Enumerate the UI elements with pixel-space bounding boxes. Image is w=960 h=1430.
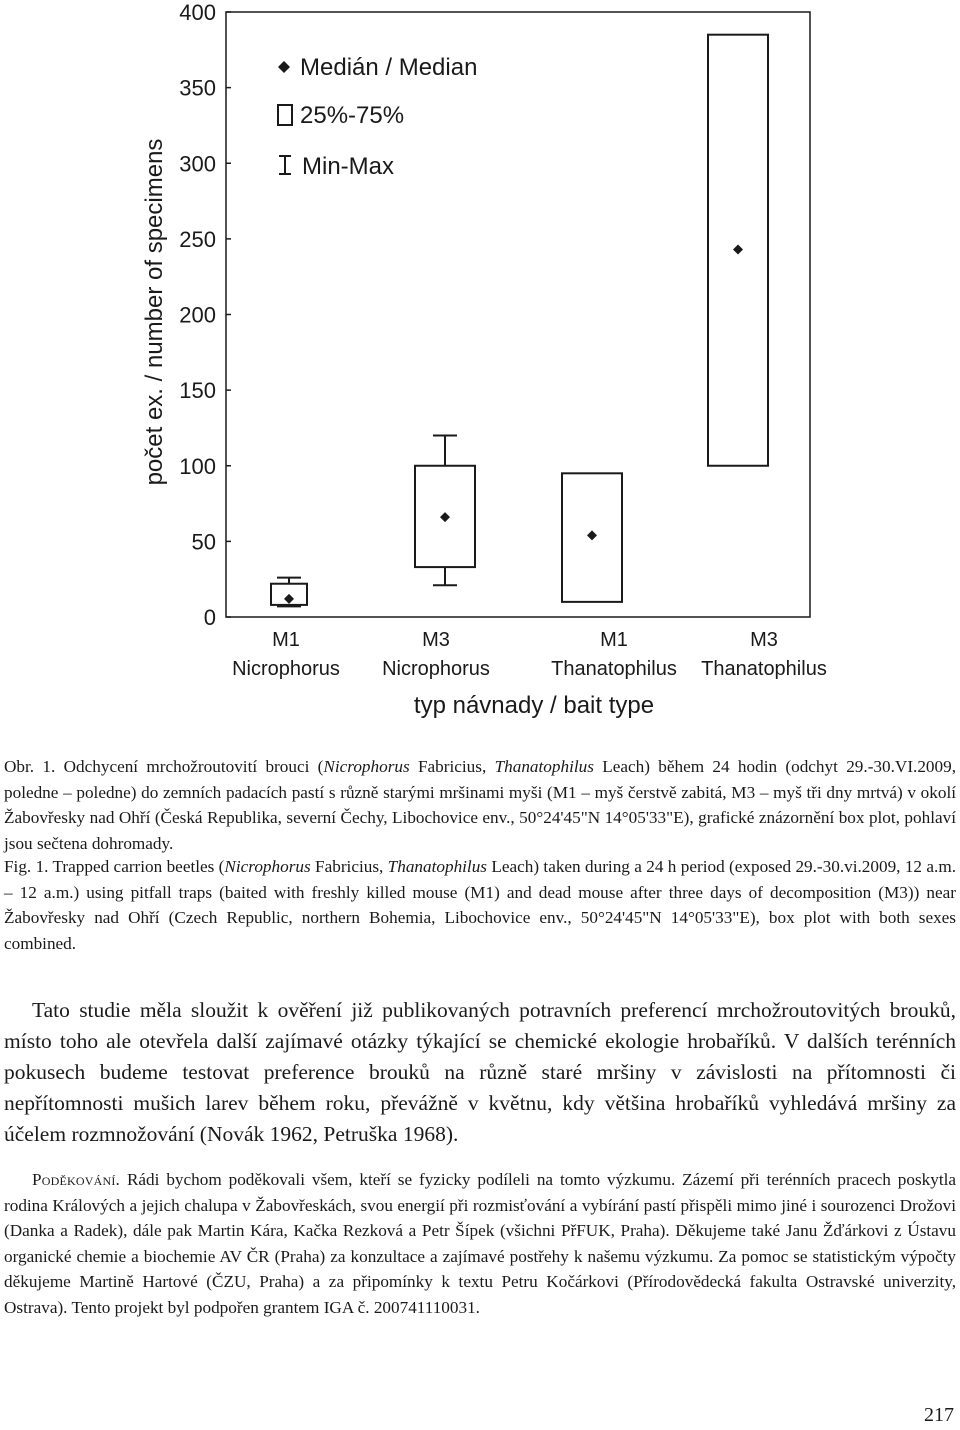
acknowledgements-text: Rádi bychom poděkovali všem, kteří se fyzicky podíleli na tomto výzkumu. Zázemí při terénních pracech poskytla rodina Králových a jejich chalupa v Žabovřeskách, svou energií při rozmisťování a vybírání pastí přispěli mimo jiné i sourozenci Drožovi (Danka a Radek), dále pak Martin Kára, Kačka Rezková a Petr Šípek (všichni PřFUK, Praha). Děkujeme také Janu Žďárkovi z Ústavu organické chemie a biochemie AV ČR (Praha) za konzultace a zajímavé postřehy k našemu výzkumu. Za pomoc se statistickým výpočty děkujeme Martině Hartové (ČZU, Praha) a za připomínky k textu Petru Kočárkovi (Přírodovědecká fakulta Ostravské univerzity, Ostrava). Tento projekt byl podpořen grantem IGA č. 200741110031. [4, 1170, 956, 1317]
caption-en-text-1: Trapped carrion beetles ( [48, 857, 225, 876]
median-marker [587, 530, 597, 540]
caption-en-genus-1: Nicrophorus [224, 857, 311, 876]
legend-median-marker [278, 61, 290, 73]
acknowledgements [4, 1167, 956, 1321]
median-marker [284, 594, 294, 604]
x-category-line2: Thanatophilus [551, 658, 677, 680]
acknowledgements-heading: Poděkování. [32, 1170, 121, 1189]
caption-en-genus-2: Thanatophilus [387, 857, 487, 876]
x-category-line1: M3 [750, 629, 778, 651]
caption-en-text-2: Fabricius, [310, 857, 388, 876]
y-axis-ticks [179, 0, 231, 630]
x-category-line1: M1 [600, 629, 628, 651]
y-tick-label: 350 [179, 75, 216, 101]
y-tick-label: 100 [179, 453, 216, 479]
figure-caption-en [4, 854, 956, 956]
x-category-line1: M3 [422, 629, 450, 651]
median-marker [440, 512, 450, 522]
x-category-line1: M1 [272, 629, 300, 651]
legend-whisker-marker [279, 156, 291, 174]
caption-cz-text-2: Fabricius, [409, 757, 495, 776]
legend-box-label: 25%-75% [300, 102, 405, 129]
y-axis-label: počet ex. / number of specimens [141, 138, 168, 486]
x-axis-label: typ návnady / bait type [413, 692, 655, 719]
figure-caption-cz [4, 754, 956, 856]
caption-en-label: Fig. 1. [4, 857, 49, 876]
body-paragraph: Tato studie měla sloužit k ověření již publikovaných potravních preferencí mrchožroutovitých brouků, místo toho ale otevřela další zajímavé otázky týkající se chemické ekologie hrobaříků. V dalších terénních pokusech budeme testovat preference brouků na různě staré mršiny v závislosti na přítomnosti či nepřítomnosti mušich larev během roku, převážně v květnu, kdy většina hrobaříků vyhledává mršiny za účelem rozmnožování (Novák 1962, Petruška 1968). [4, 998, 956, 1146]
x-category-line2: Nicrophorus [382, 658, 490, 680]
y-tick-label: 250 [179, 226, 216, 252]
y-tick-label: 150 [179, 378, 216, 404]
x-category-line2: Thanatophilus [701, 658, 827, 680]
caption-en-text-3: Leach) taken during a 24 h period (exposed 29.-30.vi.2009, 12 a.m. – 12 a.m.) using pitfall traps (baited with freshly killed mouse (M1) and dead mouse after three days of decomposition (M3)) near Žabovřesky nad Ohří (Czech Republic, northern Bohemia, Libochovice env., 50°24'45"N 14°05'33"E), box plot with both sexes combined. [4, 857, 956, 953]
caption-cz-label: Obr. 1. [4, 757, 56, 776]
x-category-line2: Nicrophorus [232, 658, 340, 680]
legend-whisker-label: Min-Max [302, 153, 395, 180]
legend-median-label: Medián / Median [300, 54, 478, 81]
caption-cz-text-3: Leach) během 24 hodin (odchyt 29.-30.VI.2009, poledne – poledne) do zemních padacích pastí s různě starými mršinami myši (M1 – myš čerstvě zabitá, M3 – myš tři dny mrtvá) v okolí Žabovřesky nad Ohří (Česká Republika, severní Čechy, Libochovice env., 50°24'45"N 14°05'33"E), grafické znázornění box plot, pohlaví jsou sečtena dohromady. [4, 757, 957, 853]
x-axis-categories [232, 629, 827, 680]
legend [278, 54, 477, 180]
y-tick-label: 50 [191, 529, 216, 555]
y-tick-label: 0 [203, 605, 216, 630]
caption-cz-text-1: Odchycení mrchožroutovití brouci ( [55, 757, 324, 776]
y-tick-label: 400 [179, 0, 216, 25]
caption-cz-genus-2: Thanatophilus [494, 757, 594, 776]
caption-cz-genus-1: Nicrophorus [323, 757, 410, 776]
legend-box-marker [278, 105, 292, 125]
y-tick-label: 300 [179, 151, 216, 177]
page-number: 217 [924, 1404, 954, 1426]
y-tick-label: 200 [179, 302, 216, 328]
median-marker [733, 244, 743, 254]
